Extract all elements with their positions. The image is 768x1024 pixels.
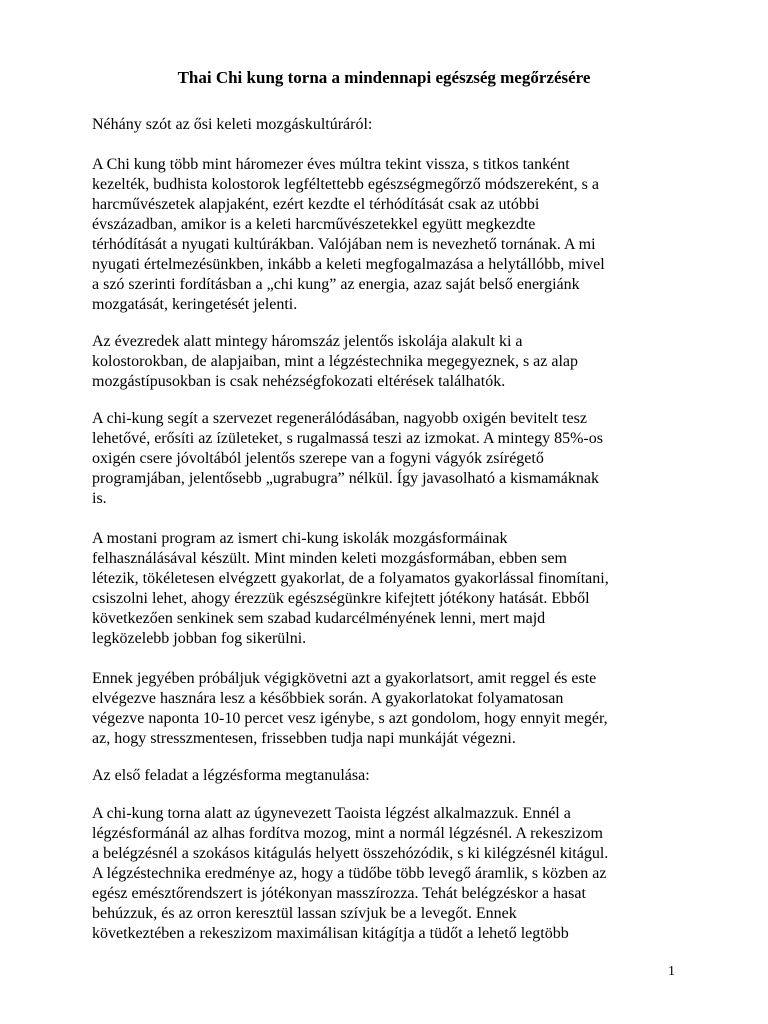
document-title: Thai Chi kung torna a mindennapi egészség megőrzésére — [177, 68, 591, 87]
text-line: behúzzuk, és az orron keresztül lassan szívjuk be a levegőt. Ennek — [92, 905, 517, 922]
text-line: következtében a rekeszizom maximálisan kitágítja a tüdőt a lehető legtöbb — [92, 925, 569, 942]
text-line: következően senkinek sem szabad kudarcélményének lenni, mert majd — [92, 610, 546, 627]
page-number: 1 — [668, 964, 675, 979]
text-line: oxigén csere jóvoltából jelentős szerepe van a fogyni vágyók zsírégető — [92, 450, 544, 467]
intro-heading: Néhány szót az ősi keleti mozgáskultúráról: — [92, 116, 373, 133]
text-line: A légzéstechnika eredménye az, hogy a tüdőbe több levegő áramlik, s közben az — [92, 865, 607, 882]
text-line: mozgástípusokban is csak nehézségfokozati eltérések találhatók. — [92, 373, 506, 390]
paragraph — [92, 409, 603, 509]
paragraph — [92, 804, 608, 944]
text-line: nyugati értelmezésünkben, inkább a keleti megfogalmazása a helytállóbb, mivel — [92, 256, 605, 273]
text-line: kolostorokban, de alapjaiban, mint a légzéstechnika megegyeznek, s az alap — [92, 353, 579, 370]
text-line: egész emésztőrendszert is jótékonyan masszírozza. Tehát belégzéskor a hasat — [92, 885, 586, 902]
text-line: A chi-kung segít a szervezet regenerálódásában, nagyobb oxigén bevitelt tesz — [92, 410, 587, 427]
text-line: A mostani program az ismert chi-kung iskolák mozgásformáinak — [92, 530, 508, 547]
text-line: programjában, jelentősebb „ugrabugra” nélkül. Így javasolható a kismamáknak — [92, 470, 599, 487]
paragraph — [92, 529, 609, 649]
text-line: lehetővé, erősíti az ízületeket, s rugalmassá teszi az izmokat. A mintegy 85%-os — [92, 430, 603, 447]
text-line: kezelték, budhista kolostorok legféltettebb egészségmegőrző módszereként, s a — [92, 176, 599, 193]
text-line: a szó szerinti fordításban a „chi kung” az energia, azaz saját belső energiánk — [92, 276, 580, 293]
paragraph — [92, 155, 605, 315]
text-line: Ennek jegyében próbáljuk végigkövetni azt a gyakorlatsort, amit reggel és este — [92, 670, 597, 687]
text-line: mozgatását, keringetését jelenti. — [92, 296, 298, 313]
text-line: végezve naponta 10-10 percet vesz igénybe, s azt gondolom, hogy ennyit megér, — [92, 710, 608, 727]
text-line: létezik, tökéletesen elvégzett gyakorlat, de a folyamatos gyakorlással finomítani, — [92, 570, 609, 587]
text-line: Az első feladat a légzésforma megtanulása: — [92, 767, 370, 784]
paragraph — [92, 669, 608, 749]
paragraph — [92, 766, 370, 786]
text-line: csiszolni lehet, ahogy érezzük egészségünkre kifejtett jótékony hatását. Ebből — [92, 590, 590, 607]
text-line: legközelebb jobban fog sikerülni. — [92, 630, 307, 647]
paragraph — [92, 332, 578, 392]
text-line: évszázadban, amikor is a keleti harcművészetekkel együtt megkezdte — [92, 216, 536, 233]
text-line: térhódítását a nyugati kultúrákban. Valójában nem is nevezhető tornának. A mi — [92, 236, 596, 253]
text-line: is. — [92, 490, 107, 507]
text-line: az, hogy stresszmentesen, frissebben tudja napi munkáját végezni. — [92, 730, 516, 747]
text-line: légzésformánál az alhas fordítva mozog, mint a normál légzésnél. A rekeszizom — [92, 825, 603, 842]
text-line: Az évezredek alatt mintegy háromszáz jelentős iskolája alakult ki a — [92, 333, 523, 350]
text-line: A Chi kung több mint háromezer éves múltra tekint vissza, s titkos tanként — [92, 156, 570, 173]
text-line: elvégezve hasznára lesz a későbbiek során. A gyakorlatokat folyamatosan — [92, 690, 564, 707]
text-line: harcművészetek alapjaként, ezért kezdte el térhódítását csak az utóbbi — [92, 196, 540, 213]
text-line: felhasználásával készült. Mint minden keleti mozgásformában, ebben sem — [92, 550, 567, 567]
text-line: a belégzésnél a szokásos kitágulás helyett összehózódik, s ki kilégzésnél kitágul. — [92, 845, 609, 862]
text-line: A chi-kung torna alatt az úgynevezett Taoista légzést alkalmazzuk. Ennél a — [92, 805, 571, 822]
